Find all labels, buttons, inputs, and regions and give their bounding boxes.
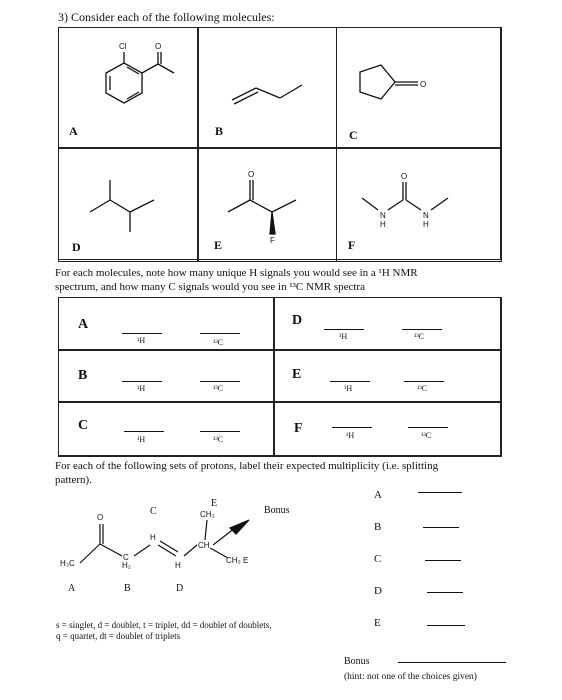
nmr-b-h-label: ¹H (137, 384, 146, 393)
nmr-c-c-label: ¹³C (213, 435, 224, 444)
atom-o-c: O (420, 80, 427, 89)
nmr-d-h-label: ¹H (339, 332, 348, 341)
struct-h-vinyl1: H (150, 533, 156, 542)
bonus-label: Bonus (344, 656, 370, 667)
nmr-row-label-a: A (78, 317, 89, 332)
atom-n2: N (423, 211, 429, 220)
atom-h1: H (380, 220, 386, 229)
answer-label-e: E (374, 617, 381, 629)
nmr-row-label-f: F (294, 421, 303, 436)
struct-h-vinyl2: H (175, 561, 181, 570)
nmr-a-c-label: ¹³C (213, 338, 224, 347)
nmr-b-c-label: ¹³C (213, 384, 224, 393)
struct-o: O (97, 513, 104, 522)
struct-ch3e: CH₃ E (226, 556, 249, 565)
molecule-label-f: F (348, 238, 356, 252)
struct-label-a: A (68, 583, 76, 594)
nmr-row-label-c: C (78, 418, 89, 433)
struct-ch3-top: CH₃ (200, 510, 215, 519)
struct-c-lbl: C (123, 553, 129, 562)
struct-label-c: C (150, 506, 157, 517)
atom-n1: N (380, 211, 386, 220)
answer-label-c: C (374, 553, 382, 565)
question-title: 3) Consider each of the following molecules: (58, 10, 275, 24)
nmr-e-c-label: ¹³C (417, 384, 428, 393)
answer-c-blank[interactable] (425, 560, 461, 561)
multiplicity-instruction-line2: pattern). (55, 474, 92, 486)
nmr-a-h-label: ¹H (137, 336, 146, 345)
nmr-row-label-b: B (78, 368, 88, 383)
atom-o-f: O (401, 172, 408, 181)
struct-label-e: E (211, 498, 218, 509)
answer-label-d: D (374, 585, 382, 597)
multiplicity-instruction-line1: For each of the following sets of protons, label their expected multiplicity (i.e. splitting (55, 460, 439, 472)
struct-label-b: B (124, 583, 131, 594)
answer-d-blank[interactable] (427, 592, 463, 593)
bonus-hint: (hint: not one of the choices given) (344, 672, 477, 682)
bonus-blank[interactable] (398, 662, 506, 663)
atom-cl: Cl (119, 42, 127, 51)
atom-o-e: O (248, 170, 255, 179)
answer-b-blank[interactable] (423, 527, 459, 528)
molecule-label-d: D (72, 240, 81, 254)
molecule-label-c: C (349, 128, 358, 142)
nmr-f-c-label: ¹³C (421, 431, 432, 440)
answer-label-a: A (374, 489, 382, 501)
legend-line2: q = quartet, dt = doublet of triplets (56, 631, 181, 641)
atom-h2: H (423, 220, 429, 229)
atom-o-a: O (155, 42, 162, 51)
molecule-label-e: E (214, 238, 223, 252)
struct-h2: H₂ (122, 561, 131, 570)
nmr-instruction-line2: spectrum, and how many C signals would you see in ¹³C NMR spectra (55, 281, 365, 293)
nmr-instruction-line1: For each molecules, note how many unique H signals you would see in a ¹H NMR (55, 267, 418, 279)
molecule-label-a: A (69, 124, 78, 138)
nmr-d-c-label: ¹³C (414, 332, 425, 341)
legend-line1: s = singlet, d = doublet, t = triplet, dd = doublet of doublets, (56, 620, 272, 630)
struct-label-bonus: Bonus (264, 505, 290, 516)
nmr-row-label-d: D (292, 313, 303, 328)
struct-label-d: D (176, 583, 184, 594)
atom-f-e: F (270, 236, 275, 245)
nmr-row-label-e: E (292, 367, 302, 382)
answer-a-blank[interactable] (418, 492, 462, 493)
answer-e-blank[interactable] (427, 625, 465, 626)
nmr-f-h-label: ¹H (346, 431, 355, 440)
struct-h3c: H₃C (60, 559, 75, 568)
struct-ch: CH (198, 541, 210, 550)
answer-label-b: B (374, 521, 382, 533)
nmr-e-h-label: ¹H (344, 384, 353, 393)
nmr-c-h-label: ¹H (137, 435, 146, 444)
molecule-label-b: B (215, 124, 224, 138)
